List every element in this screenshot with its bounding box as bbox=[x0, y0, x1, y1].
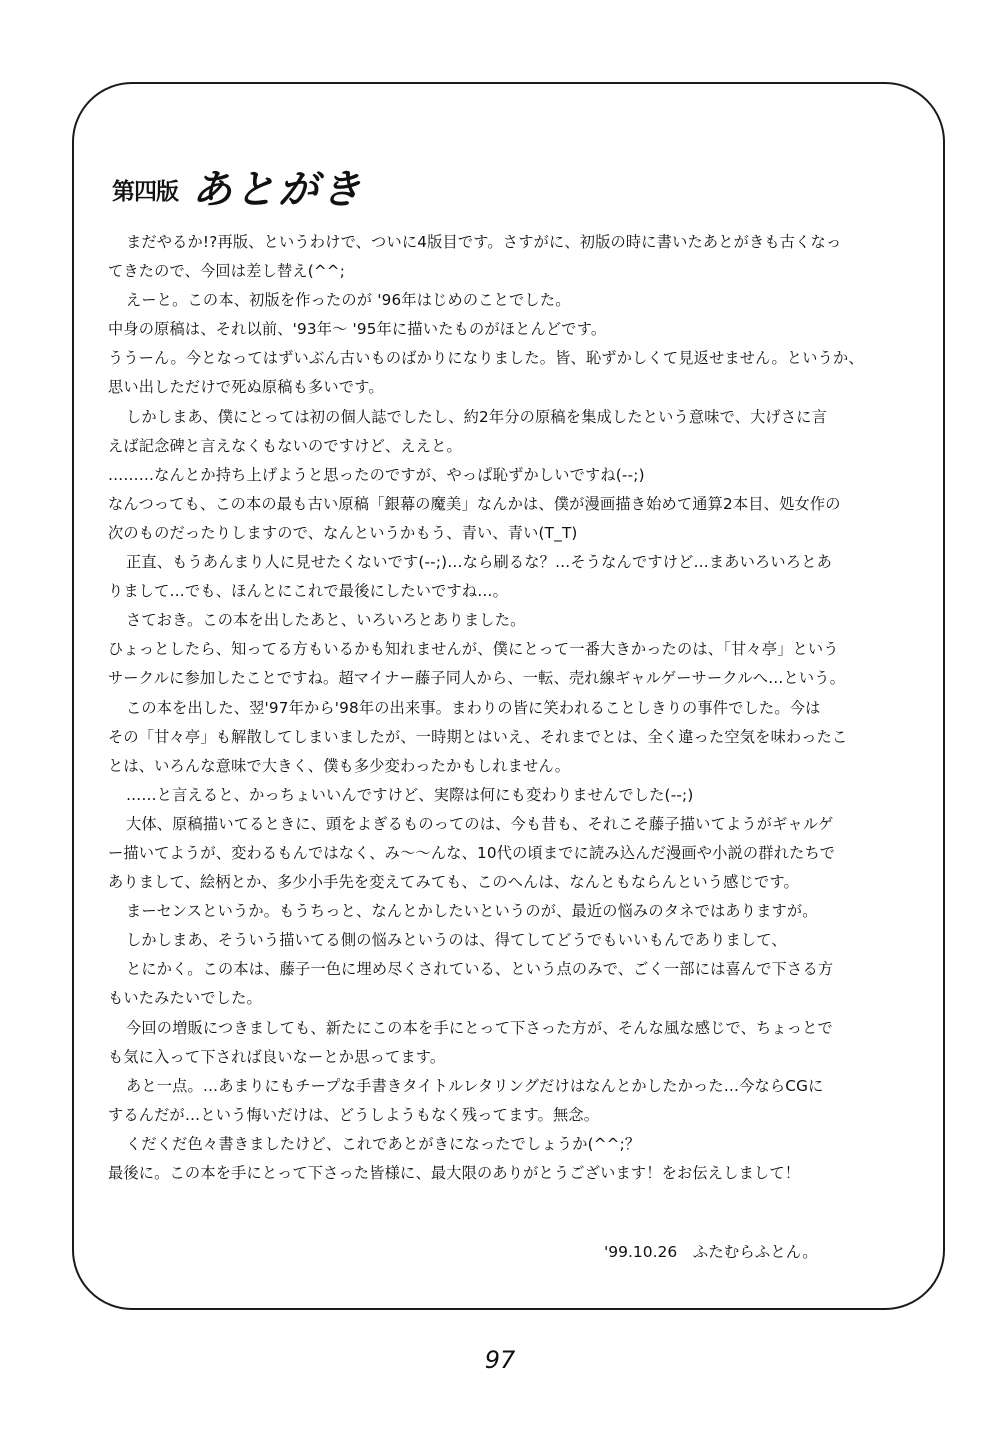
text-line: えーと。この本、初版を作ったのが '96年はじめのことでした。 bbox=[126, 291, 571, 310]
text-line: ううーん。今となってはずいぶん古いものばかりになりました。皆、恥ずかしくて見返せません。というか、 bbox=[108, 349, 864, 368]
text-line: するんだが…という悔いだけは、どうしようもなく残ってます。無念。 bbox=[108, 1105, 600, 1124]
text-line: 今回の増販につきましても、新たにこの本を手にとって下さった方が、そんな風な感じで、ちょっとで bbox=[126, 1018, 833, 1037]
text-line: 正直、もうあんまり人に見せたくないです(--;)…なら刷るな？…そうなんですけど…まあいろいろとあ bbox=[126, 553, 832, 572]
text-line: しかしまあ、僕にとっては初の個人誌でしたし、約2年分の原稿を集成したという意味で、大げさに言 bbox=[126, 407, 828, 426]
text-line: 最後に。この本を手にとって下さった皆様に、最大限のありがとうございます！をお伝えしまして！ bbox=[108, 1164, 801, 1182]
text-line: も気に入って下されば良いなーとか思ってます。 bbox=[108, 1047, 446, 1066]
afterword-body bbox=[108, 228, 908, 1188]
afterword-heading bbox=[112, 150, 364, 213]
text-line: ありまして、絵柄とか、多少小手先を変えてみても、このへんは、なんともならんという感じです。 bbox=[108, 873, 799, 892]
text-line: ……と言えると、かっちょいいんですけど、実際は何にも変わりませんでした(--;) bbox=[126, 785, 694, 804]
text-line: 大体、原稿描いてるときに、頭をよぎるものってのは、今も昔も、それこそ藤子描いてようがギャルゲ bbox=[126, 814, 834, 833]
text-line: 中身の原稿は、それ以前、'93年～ '95年に描いたものがほとんどです。 bbox=[108, 320, 607, 339]
text-line: ひょっとしたら、知ってる方もいるかも知れませんが、僕にとって一番大きかったのは、「甘々亭」という bbox=[108, 640, 839, 659]
signature-date: '99.10.26 ふたむらふとん。 bbox=[604, 1243, 818, 1261]
text-line: まーセンスというか。もうちっと、なんとかしたいというのが、最近の悩みのタネではありますが。 bbox=[126, 902, 818, 921]
text-line: しかしまあ、そういう描いてる側の悩みというのは、得てしてどうでもいいもんでありまして、 bbox=[126, 931, 787, 950]
page-title: あとがき bbox=[192, 167, 364, 213]
text-line: てきたので、今回は差し替え(^^; bbox=[108, 262, 346, 281]
text-line: とは、いろんな意味で大きく、僕も多少変わったかもしれません。 bbox=[108, 756, 571, 775]
text-line: その「甘々亭」も解散してしまいましたが、一時期とはいえ、それまでとは、全く違った空気を味わったこ bbox=[108, 727, 848, 746]
edition-label: 第四版 bbox=[112, 179, 178, 205]
text-line: なんつっても、この本の最も古い原稿「銀幕の魔美」なんかは、僕が漫画描き始めて通算2本目、処女作の bbox=[108, 494, 841, 513]
text-line: えば記念碑と言えなくもないのですけど、ええと。 bbox=[108, 436, 462, 455]
text-line: もいたみたいでした。 bbox=[108, 989, 262, 1008]
text-line: とにかく。この本は、藤子一色に埋め尽くされている、という点のみで、ごく一部には喜んで下さる方 bbox=[126, 960, 834, 979]
text-line: 次のものだったりしますので、なんというかもう、青い、青い(T_T) bbox=[108, 523, 578, 542]
text-line: サークルに参加したことですね。超マイナー藤子同人から、一転、売れ線ギャルゲーサークルへ…という。 bbox=[108, 669, 846, 688]
text-line: あと一点。…あまりにもチープな手書きタイトルレタリングだけはなんとかしたかった…今ならCGに bbox=[126, 1076, 824, 1095]
text-line: ー描いてようが、変わるもんではなく、み～～んな、10代の頃までに読み込んだ漫画や小説の群れたちで bbox=[108, 843, 836, 862]
text-line: この本を出した、翌'97年から'98年の出来事。まわりの皆に笑われることしきりの事件でした。今は bbox=[126, 698, 821, 717]
text-line: ………なんとか持ち上げようと思ったのですが、やっぱ恥ずかしいですね(--;) bbox=[108, 465, 645, 484]
page-number: 97 bbox=[484, 1346, 516, 1374]
text-line: 思い出しただけで死ぬ原稿も多いです。 bbox=[108, 378, 384, 397]
text-line: さておき。この本を出したあと、いろいろとありました。 bbox=[126, 611, 526, 630]
text-line: くだくだ色々書きましたけど、これであとがきになったでしょうか(^^;？ bbox=[126, 1134, 641, 1153]
text-line: まだやるか!?再版、というわけで、ついに4版目です。さすがに、初版の時に書いたあとがきも古くなっ bbox=[126, 233, 842, 251]
text-line: りまして…でも、ほんとにこれで最後にしたいですね…。 bbox=[108, 582, 509, 601]
